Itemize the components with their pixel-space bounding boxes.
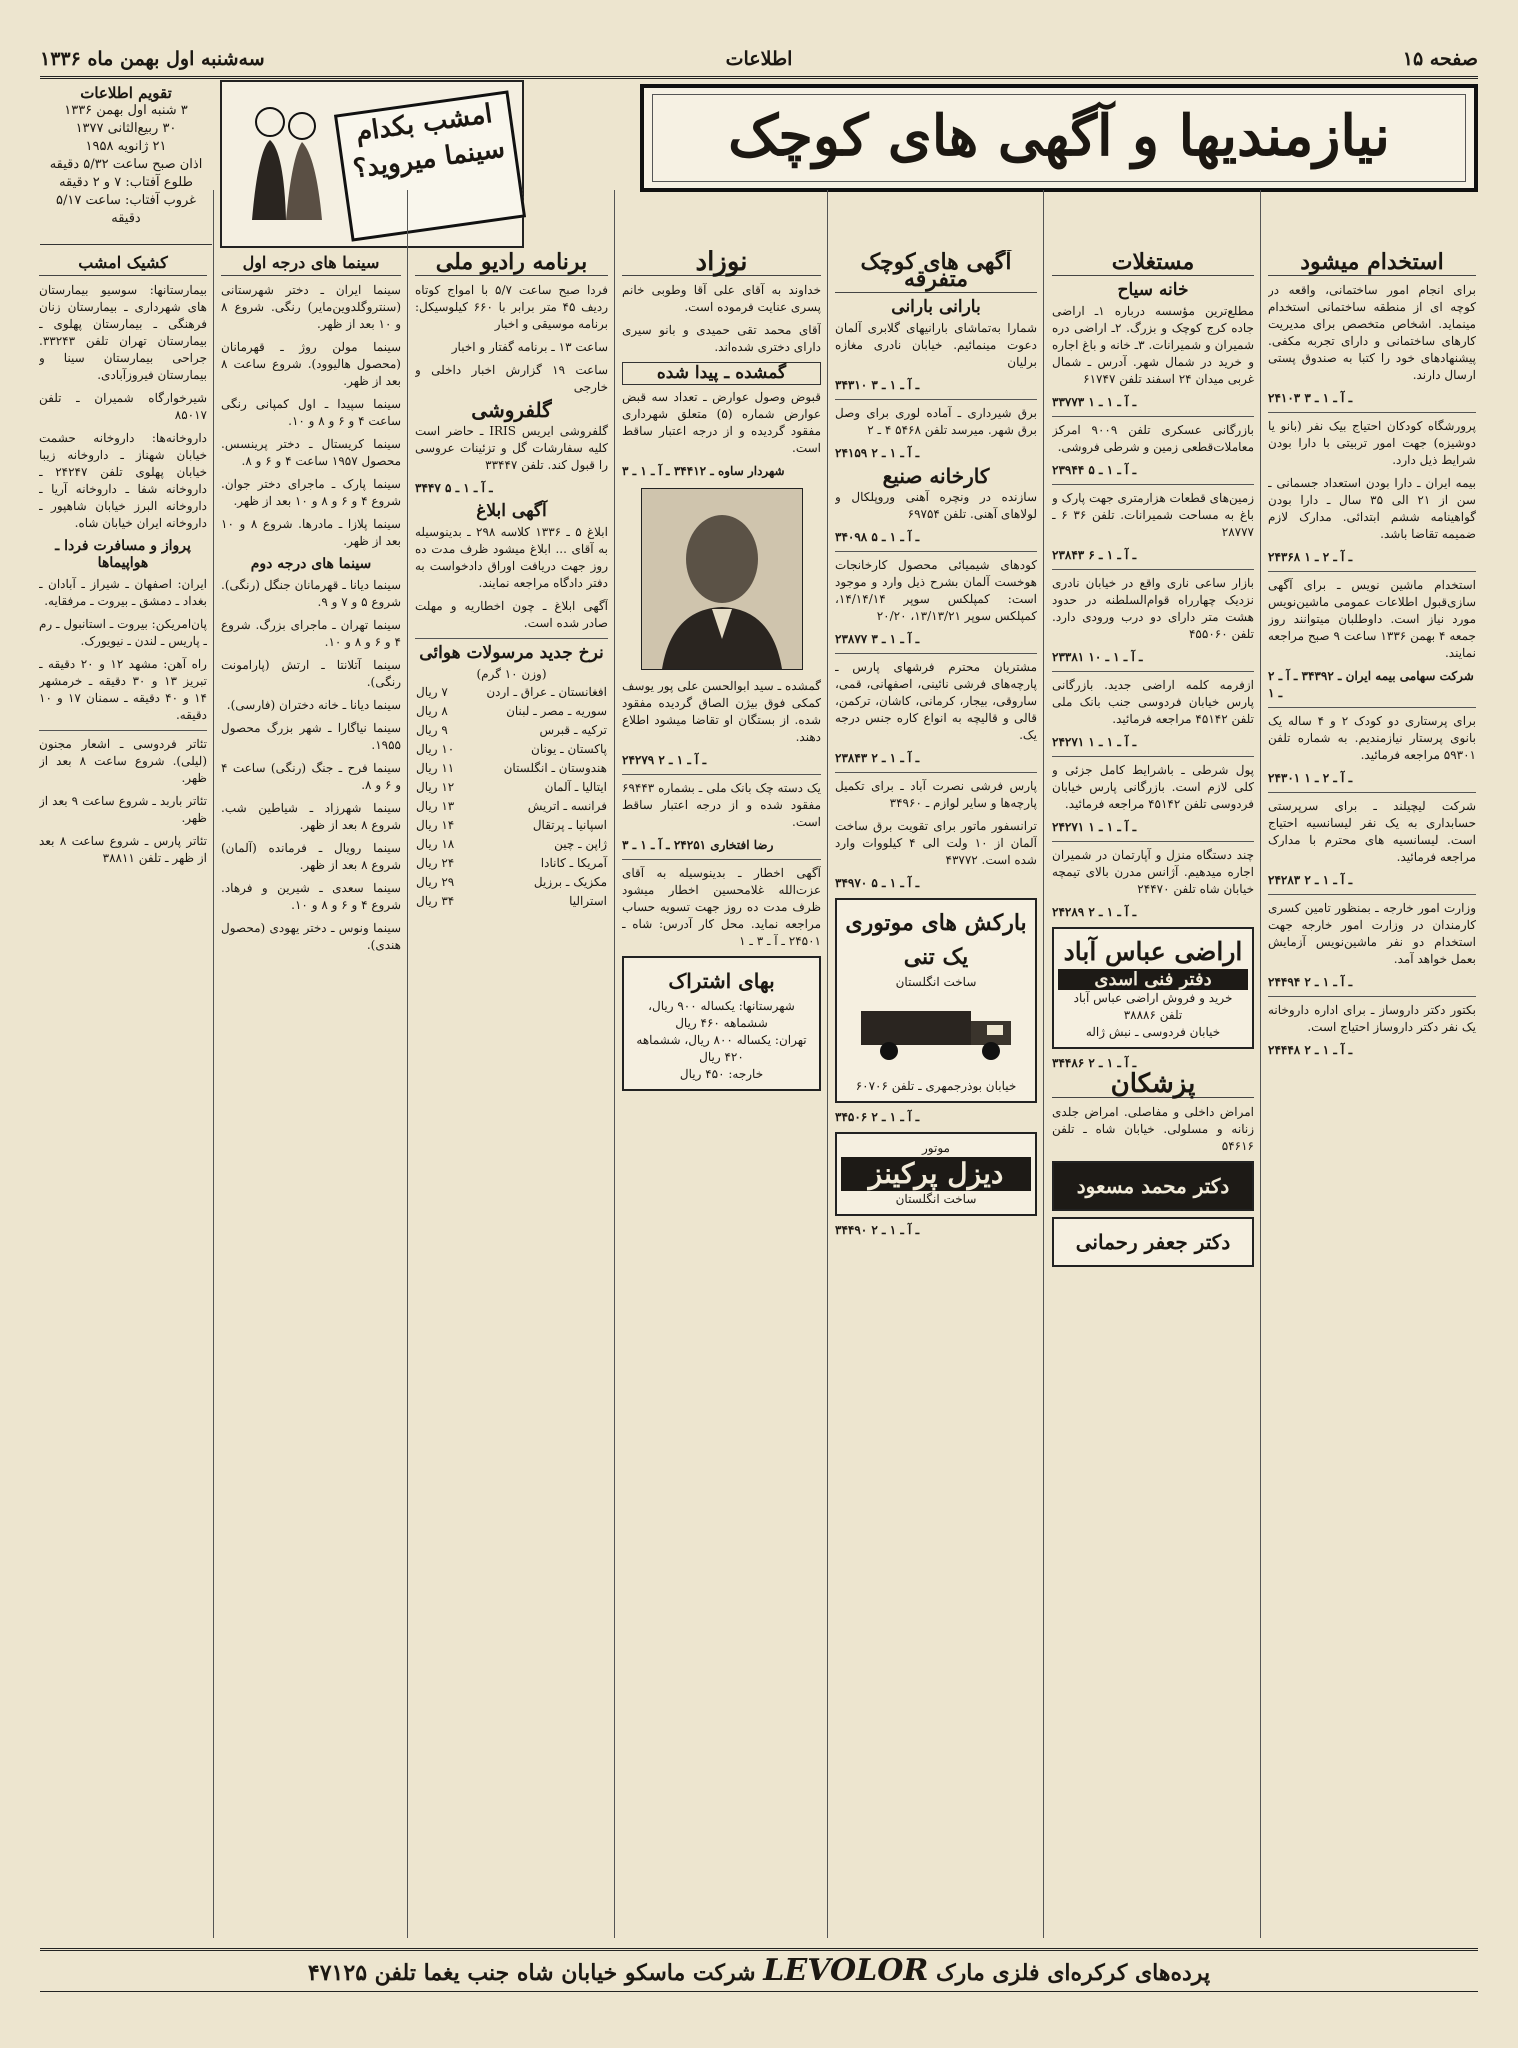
rate-price: ۹ ریال bbox=[416, 723, 448, 737]
ad-code: ۳۴۴۹۰ ـ آ ـ ۱ ـ ۲ bbox=[835, 1223, 920, 1237]
duty-heading: کشیک امشب bbox=[39, 254, 207, 276]
ad-item: ساعت ۱۳ ـ برنامه گفتار و اخبار bbox=[451, 340, 608, 354]
subscription-heading: بهای اشتراک bbox=[668, 969, 775, 993]
rate-destination: مکزیک ـ برزیل bbox=[533, 875, 607, 889]
rates-subheading: (وزن ۱۰ گرم) bbox=[476, 667, 547, 681]
rate-destination: ژاپن ـ چین bbox=[554, 837, 607, 851]
ad-item: چند دستگاه منزل و آپارتمان در شمیران اجاره میدهیم. آژانس مدرن بالای تیمچه خیابان شاه تلفن ۲۴۴۷۰ bbox=[1052, 848, 1254, 896]
page-number: صفحه ۱۵ bbox=[1402, 48, 1478, 70]
rate-row bbox=[415, 816, 608, 835]
cinema-listing: سینما رویال ـ فرمانده (آلمان) شروع ۸ بعد از ظهر. bbox=[221, 841, 401, 872]
issue-date: سه‌شنبه اول بهمن ماه ۱۳۳۶ bbox=[40, 48, 265, 70]
ad-item: راه آهن: مشهد ۱۲ و ۲۰ دقیقه ـ تبریز ۱۳ و ۳۰ دقیقه ـ خرمشهر ۱۴ و ۴۰ دقیقه ـ سمنان ۱۷ و ۱۰ دقیقه. bbox=[39, 657, 207, 722]
footer-text-after: شرکت ماسکو خیابان شاه جنب یغما تلفن ۴۷۱۲۵ bbox=[307, 1960, 756, 1986]
rate-destination: استرالیا bbox=[569, 894, 607, 908]
subscription-line: خارجه: ۴۵۰ ریال bbox=[679, 1067, 764, 1081]
rate-destination: ترکیه ـ قبرس bbox=[539, 723, 607, 737]
radio-heading: برنامه رادیو ملی bbox=[415, 254, 608, 276]
rate-destination: هندوستان ـ انگلستان bbox=[503, 761, 607, 775]
truck-title: بارکش های موتوری یک تنی bbox=[845, 910, 1027, 970]
ad-code: ۲۴۲۷۱ ـ آ ـ ۱ ـ ۱ bbox=[1052, 820, 1137, 834]
theatre-listing: تئاتر پارس ـ شروع ساعت ۸ بعد از ظهر ـ تلفن ۳۸۸۱۱ bbox=[39, 834, 207, 865]
rate-destination: آمریکا ـ کانادا bbox=[540, 856, 607, 870]
cinema-listing: سینما مولن روژ ـ قهرمانان (محصول هالیوود). شروع ساعت ۸ بعد از ظهر. bbox=[221, 340, 401, 388]
ad-item: استخدام ماشین نویس ـ برای آگهی سازی‌قبول اطلاعات عمومی ماشین‌نویس مورد نیاز است. داوطلبان میتوانند روز جمعه ۴ بهمن ۱۳۳۶ ساعت ۹ صبح مراجعه نمایند. bbox=[1268, 578, 1476, 660]
truck-ad bbox=[835, 898, 1037, 1103]
perkins-subtitle: ساخت انگلستان bbox=[895, 1192, 977, 1206]
ad-item: فردا صبح ساعت ۵/۷ با امواج کوتاه ردیف ۴۵ متر برابر با ۶۶۰ کیلوسیکل: برنامه موسیقی و اخبار bbox=[415, 283, 608, 331]
ad-code: ۳۴۰۹۸ ـ آ ـ ۱ ـ ۵ bbox=[835, 530, 920, 544]
ad-code: ۳۴۵۰۶ ـ آ ـ ۱ ـ ۲ bbox=[835, 1110, 920, 1124]
cinema-listing: سینما سپیدا ـ اول کمپانی رنگی ساعت ۴ و ۶ و ۸ و ۱۰. bbox=[221, 397, 401, 428]
box-line: تلفن ۳۸۸۸۶ bbox=[1123, 1008, 1183, 1022]
ad-item: ساعت ۱۹ گزارش اخبار داخلی و خارجی bbox=[415, 363, 608, 394]
ad-code: ۲۳۹۴۴ ـ آ ـ ۱ ـ ۵ bbox=[1052, 463, 1137, 477]
ad-item: یک دسته چک بانک ملی ـ بشماره ۶۹۴۴۳ مفقود شده و از درجه اعتبار ساقط است. bbox=[622, 781, 821, 829]
rate-destination: اسپانیا ـ پرتقال bbox=[532, 818, 607, 832]
ad-item: بیمه ایران ـ دارا بودن استعداد جسمانی ـ سن از ۲۱ الی ۳۵ سال ـ دارا بودن گواهینامه ششم ابتدائی. مدارک لازم ضمیمه تقاضا باشد. bbox=[1268, 476, 1476, 541]
column-duty-travel bbox=[39, 250, 207, 1890]
perkins-small: موتور bbox=[922, 1141, 950, 1155]
doctor-name: دکتر محمد مسعود bbox=[1076, 1174, 1230, 1198]
cinema-listing: سینما سعدی ـ شیرین و فرهاد. شروع ۴ و ۶ و ۸ و ۱۰. bbox=[221, 881, 401, 912]
rate-destination: ایتالیا ـ آلمان bbox=[544, 780, 607, 794]
calendar-title: تقویم اطلاعات bbox=[80, 84, 172, 102]
rate-row bbox=[415, 873, 608, 892]
ad-code: ۳۴۳۱۰ ـ آ ـ ۱ ـ ۳ bbox=[835, 378, 920, 392]
ad-item: مشتریان محترم فرشهای پارس ـ پارچه‌های فرشی نائینی، اصفهانی، قمی، ساروقی، بیجار، کرمانی، کاشان، ترکمن، قالی و قالیچه به انواع کاره جنس درجه یک. bbox=[835, 660, 1037, 742]
paper-name: اطلاعات bbox=[725, 48, 793, 70]
travel-heading: پرواز و مسافرت فردا ـ هواپیماها bbox=[55, 538, 191, 571]
ad-item: برق شیرداری ـ آماده لوری برای وصل برق شهر. میرسد تلفن ۵۴۶۸ ۴ ـ ۲ bbox=[835, 406, 1037, 437]
ad-item: زمین‌های قطعات هزارمتری جهت پارک و باغ به مساحت شمیرانات. تلفن ۳۶ ۶ ـ ۲۸۷۷۷ bbox=[1052, 491, 1254, 539]
missing-person-photo bbox=[641, 488, 803, 670]
doctor-name: دکتر جعفر رحمانی bbox=[1075, 1230, 1231, 1254]
cinema-listing: سینما دیانا ـ خانه دختران (فارسی). bbox=[226, 698, 401, 712]
rate-row bbox=[415, 778, 608, 797]
abbasabad-title: اراضی عباس آباد bbox=[1063, 937, 1243, 966]
cinema-listing: سینما کریستال ـ دختر پرینسس. محصول ۱۹۵۷ ساعت ۴ و ۶ و ۸. bbox=[221, 437, 401, 468]
rate-row bbox=[415, 835, 608, 854]
cinema-listing: سینما پارک ـ ماجرای دختر جوان. شروع ۴ و ۶ و ۸ و ۱۰ بعد از ظهر. bbox=[221, 477, 401, 508]
ad-item: داروخانه‌ها: داروخانه حشمت خیابان شهناز ـ داروخانه زیبا خیابان پهلوی تلفن ۲۴۲۴۷ ـ داروخانه شفا ـ داروخانه آریا ـ داروخانه البرز خیابان شاهپور ـ داروخانه ایران خیابان شاه. bbox=[39, 431, 207, 530]
rate-row bbox=[415, 740, 608, 759]
box-line: خرید و فروش اراضی عباس آباد bbox=[1073, 991, 1233, 1005]
ad-code: شرکت سهامی بیمه ایران ـ ۳۴۳۹۲ ـ آ ـ ۲ ـ ۱ bbox=[1268, 669, 1474, 700]
truck-icon bbox=[841, 997, 1031, 1067]
rate-destination: سوریه ـ مصر ـ لبنان bbox=[506, 704, 607, 718]
couple-illustration-icon bbox=[240, 100, 332, 230]
truck-phone: خیابان بوذرجمهری ـ تلفن ۶۰۷۰۶ bbox=[855, 1079, 1017, 1093]
subscription-box bbox=[622, 956, 821, 1091]
ad-code: ۲۴۲۷۹ ـ آ ـ ۱ ـ ۲ bbox=[622, 753, 707, 767]
calendar-line: طلوع آفتاب: ۷ و ۲ دقیقه bbox=[59, 175, 193, 190]
ad-item: پول شرطی ـ باشرایط کامل جزئی و کلی لازم است. بازرگانی پارس خیابان فردوسی تلفن ۴۵۱۴۲ مراجعه فرمائید. bbox=[1052, 763, 1254, 811]
ad-code: ۲۳۳۸۱ ـ آ ـ ۱ ـ ۱۰ bbox=[1052, 650, 1143, 664]
ad-item: شمارا به‌تماشای بارانیهای گلابری آلمان دعوت مینمائیم. خیابان نادری مغازه برلیان bbox=[835, 321, 1037, 369]
column-births-lost bbox=[622, 250, 821, 1890]
ad-code: ۲۳۸۷۷ ـ آ ـ ۱ ـ ۳ bbox=[835, 632, 920, 646]
column-cinemas bbox=[221, 250, 401, 1890]
cinema-listing: سینما پلازا ـ مادرها. شروع ۸ و ۱۰ بعد از ظهر. bbox=[221, 517, 401, 548]
ad-item: برای انجام امور ساختمانی، واقعه در کوچه ای از منطقه ساختمانی استخدام مینماید. اشخاص متخصص برای مدیریت کارهای ساختمانی و دارای تجربه مکفی. پیشنهادهای خود را کتبا به صندوق پستی ارسال دارند. bbox=[1268, 283, 1476, 382]
theatre-listing: تئاتر فردوسی ـ اشعار مجنون (لیلی). شروع ساعت ۸ بعد از ظهر. bbox=[39, 737, 207, 785]
ad-item: ازفرمه کلمه اراضی جدید. بازرگانی پارس خیابان فردوسی جنب بانک ملی تلفن ۴۵۱۴۲ مراجعه فرمائید. bbox=[1052, 678, 1254, 726]
doctors-heading: پزشکان bbox=[1052, 1076, 1254, 1098]
cinema-listing: سینما ایران ـ دختر شهرستانی (سنتروگلدوین‌مایر) رنگی. شروع ۸ و ۱۰ بعد از ظهر. bbox=[221, 283, 401, 331]
calendar-line: ۳۰ ربیع‌الثانی ۱۳۷۷ bbox=[75, 121, 177, 136]
calendar-line: اذان صبح ساعت ۵/۳۲ دقیقه bbox=[49, 157, 203, 172]
ad-item: ترانسفور ماتور برای تقویت برق ساخت آلمان از ۱۰ ولت الی ۴ کیلووات وارد شده است. ۴۳۷۷۲ bbox=[835, 819, 1037, 867]
cinema-ad-text: امشب بکدام سینما میروید؟ bbox=[334, 90, 526, 241]
subscription-line: تهران: یکساله ۸۰۰ ریال، ششماهه ۴۲۰ ریال bbox=[636, 1033, 807, 1064]
box-line: خیابان فردوسی ـ نبش ژاله bbox=[1085, 1025, 1221, 1039]
ad-code: ۲۴۱۵۹ ـ آ ـ ۱ ـ ۲ bbox=[835, 446, 920, 460]
cinema-listing: سینما تهران ـ ماجرای بزرگ. شروع ۴ و ۶ و ۸ و ۱۰. bbox=[221, 618, 401, 649]
rate-price: ۱۰ ریال bbox=[416, 742, 455, 756]
cinema-listing: سینما فرح ـ جنگ (رنگی) ساعت ۴ و ۶ و ۸. bbox=[221, 761, 401, 792]
notice-heading: آگهی ابلاغ bbox=[476, 501, 547, 521]
subscription-line: شهرستانها: یکساله ۹۰۰ ریال، ششماهه ۴۶۰ ریال bbox=[648, 999, 795, 1030]
ad-item: آقای محمد تقی حمیدی و بانو سیری دارای دختری شده‌اند. bbox=[622, 323, 821, 354]
rate-row bbox=[415, 892, 608, 911]
truck-subtitle: ساخت انگلستان bbox=[895, 975, 977, 989]
ad-item: پان‌امریکن: بیروت ـ استانبول ـ رم ـ پاریس ـ لندن ـ نیویورک. bbox=[39, 617, 207, 648]
ad-code: ۲۴۲۸۳ ـ آ ـ ۱ ـ ۲ bbox=[1268, 873, 1353, 887]
ad-code: ۲۴۴۴۸ ـ آ ـ ۱ ـ ۲ bbox=[1268, 1043, 1353, 1057]
column-misc bbox=[835, 250, 1037, 1890]
ad-item: ابلاغ ۵ ـ ۱۳۳۶ کلاسه ۲۹۸ ـ بدینوسیله به آقای ... ابلاغ میشود ظرف مدت ده روز جهت دریافت اوراق دادخواست به دفتر دادگاه مراجعه نمایند. bbox=[415, 525, 608, 590]
calendar-line: غروب آفتاب: ساعت ۵/۱۷ دقیقه bbox=[56, 193, 196, 226]
rate-price: ۷ ریال bbox=[416, 685, 448, 699]
cinema-listing: سینما دیانا ـ قهرمانان جنگل (رنگی). شروع ۵ و ۷ و ۹. bbox=[221, 578, 401, 609]
ad-item: کودهای شیمیائی محصول کارخانجات هوخست آلمان بشرح ذیل وارد و موجود است: کمپلکس سوپر ۱۴/۱۴/۱۴، کمپلکس سوپر ۱۳/۱۳/۲۱، ۲۰/۲۰ bbox=[835, 558, 1037, 623]
ad-item: برای پرستاری دو کودک ۲ و ۴ ساله یک بانوی پرستار نیازمندیم. به شماره تلفن ۵۹۳۰۱ مراجعه فرمائید. bbox=[1268, 714, 1476, 762]
rate-price: ۲۹ ریال bbox=[416, 875, 455, 889]
rate-row bbox=[415, 854, 608, 873]
cinema-listing: سینما شهرزاد ـ شیاطین شب. شروع ۸ بعد از ظهر. bbox=[221, 801, 401, 832]
column-radio-rates bbox=[415, 250, 608, 1890]
footer-ad bbox=[40, 1948, 1478, 1992]
ad-code: ۲۴۱۰۳ ـ آ ـ ۱ ـ ۳ bbox=[1268, 391, 1353, 405]
ad-code: ۳۴۹۷۰ ـ آ ـ ۱ ـ ۵ bbox=[835, 876, 920, 890]
ad-code: رضا افتخاری ۲۴۲۵۱ ـ آ ـ ۱ ـ ۳ bbox=[622, 838, 774, 852]
rate-price: ۳۴ ریال bbox=[416, 894, 455, 908]
ad-item: بازرگانی عسکری تلفن ۹۰۰۹ امرکز معاملات‌قطعی زمین و شرطی فروشی. bbox=[1052, 423, 1254, 454]
ad-item: خداوند به آقای علی آقا وطوبی خانم پسری عنایت فرموده است. bbox=[622, 283, 821, 314]
perkins-ad bbox=[835, 1132, 1037, 1216]
ad-code: ۲۳۸۴۳ ـ آ ـ ۱ ـ ۶ bbox=[1052, 548, 1137, 562]
footer-text-before: پرده‌های کرکره‌ای فلزی مارک bbox=[935, 1960, 1211, 1986]
rate-price: ۱۱ ریال bbox=[416, 761, 455, 775]
rate-row bbox=[415, 797, 608, 816]
rate-price: ۱۳ ریال bbox=[416, 799, 455, 813]
calendar-line: ۲۱ ژانویه ۱۹۵۸ bbox=[85, 139, 167, 154]
ad-code: ۲۴۴۹۴ ـ آ ـ ۱ ـ ۲ bbox=[1268, 975, 1353, 989]
ad-item: بکتور دکتر داروساز ـ برای اداره داروخانه یک نفر دکتر داروساز احتیاج است. bbox=[1268, 1003, 1476, 1034]
cinema-listing: سینما آتلانتا ـ ارتش (پارامونت رنگی). bbox=[221, 658, 401, 689]
florist-heading: گلفروشی bbox=[471, 398, 552, 422]
doctor-ad bbox=[1052, 1217, 1254, 1267]
cinemas-heading: سینما های درجه اول bbox=[221, 254, 401, 276]
ad-item: پرورشگاه کودکان احتیاج بیک نفر (بانو یا دوشیزه) جهت امور تربیتی با دارا بودن شرایط ذیل دارد. bbox=[1268, 419, 1476, 467]
ad-item: مطلع‌ترین مؤسسه درباره ۱ـ اراضی جاده کرج کوچک و بزرگ. ۲ـ اراضی دره شمیران و شمیرانات. ۳ـ خانه و باغ اجاره و خرید در شمال شهر. آدرس ـ شمال غربی میدان ۲۴ اسفند تلفن ۶۱۷۴۷ bbox=[1052, 304, 1254, 386]
ad-item: بازار ساعی ناری واقع در خیابان نادری نزدیک چهارراه قوام‌السلطنه در حدود هشت متر دارای دو درب ورودی دارد. تلفن ۴۵۵۰۶۰ bbox=[1052, 576, 1254, 641]
cinema-ad bbox=[220, 80, 524, 248]
ad-code: ۲۴۲۸۹ ـ آ ـ ۱ ـ ۲ bbox=[1052, 905, 1137, 919]
page-header bbox=[40, 44, 1478, 79]
employment-heading: استخدام میشود bbox=[1268, 254, 1476, 276]
ad-code: ۳۳۷۷۳ ـ آ ـ ۱ ـ ۱ bbox=[1052, 395, 1137, 409]
ad-code: شهردار ساوه ـ ۳۴۴۱۲ ـ آ ـ ۱ ـ ۳ bbox=[622, 464, 785, 478]
rate-destination: افغانستان ـ عراق ـ اردن bbox=[486, 685, 607, 699]
abbasabad-land-ad bbox=[1052, 927, 1254, 1049]
ad-code: ۳۴۴۷ ـ آ ـ ۱ ـ ۵ bbox=[415, 481, 493, 495]
person-portrait-icon bbox=[642, 489, 802, 669]
rates-heading: نرخ جدید مرسولات هوائی bbox=[419, 643, 604, 663]
ad-item: قبوض وصول عوارض ـ تعداد سه قبض عوارض شماره (۵) متعلق شهرداری مفقود گردیده و از درجه اعتبار ساقط است. bbox=[622, 390, 821, 455]
classifieds-masthead: نیازمندیها و آگهی های کوچک bbox=[640, 84, 1478, 192]
rate-price: ۸ ریال bbox=[416, 704, 448, 718]
ad-code: ۲۴۳۰۱ ـ آ ـ ۲ ـ ۱ bbox=[1268, 771, 1353, 785]
theatre-listing: تئاتر باربد ـ شروع ساعت ۹ بعد از ظهر. bbox=[39, 794, 207, 825]
ad-code: ۲۴۲۷۱ ـ آ ـ ۱ ـ ۱ bbox=[1052, 735, 1137, 749]
misc-subheading: بارانی بارانی bbox=[891, 297, 981, 317]
ad-item: شرکت لیچیلند ـ برای سرپرستی حسابداری به یک نفر لیسانسیه احتیاج است. لیسانسیه های محترم با مدارک مراجعه فرمائید. bbox=[1268, 799, 1476, 864]
column-employment bbox=[1268, 250, 1476, 1890]
ad-item: پارس فرشی نصرت آباد ـ برای تکمیل پارچه‌ها و سایر لوازم ـ ۳۴۹۶۰ bbox=[835, 779, 1037, 810]
ad-item: ایران: اصفهان ـ شیراز ـ آبادان ـ بغداد ـ دمشق ـ بیروت ـ مرفقایه. bbox=[39, 577, 207, 608]
rate-destination: فرانسه ـ اتریش bbox=[527, 799, 607, 813]
ad-code: ۳۴۴۸۶ ـ آ ـ ۱ ـ ۲ bbox=[1052, 1056, 1137, 1070]
ad-item: وزارت امور خارجه ـ بمنظور تامین کسری کارمندان در وزارت امور خارجه جهت استخدام دو نفر ماشین‌نویس آزمایش بعمل خواهد آمد. bbox=[1268, 901, 1476, 966]
rate-price: ۲۴ ریال bbox=[416, 856, 455, 870]
misc-heading: آگهی های کوچک متفرقه bbox=[835, 254, 1037, 293]
ad-item: آگهی اخطار ـ بدینوسیله به آقای عزت‌الله غلامحسین اخطار میشود ظرف مدت ده روز جهت تسویه حساب مراجعه نماید. محل کار آدرس: شاه ـ ۲۴۵۰۱ ـ آ ـ ۳ ـ ۱ bbox=[622, 866, 821, 948]
ad-code: ۲۳۸۴۳ ـ آ ـ ۱ ـ ۲ bbox=[835, 751, 920, 765]
rate-destination: پاکستان ـ یونان bbox=[531, 742, 607, 756]
ad-item: بیمارستانها: سوسیو بیمارستان های شهرداری ـ بیمارستان زنان فرهنگی ـ بیمارستان پهلوی ـ بیمارستان تهران تلفن ۳۳۲۴۳. جراحی بیمارستان سینا و بیمارستان فیروزآبادی. bbox=[39, 283, 207, 382]
calendar-line: ۳ شنبه اول بهمن ۱۳۳۶ bbox=[64, 103, 188, 118]
rate-price: ۱۴ ریال bbox=[416, 818, 455, 832]
perkins-title: دیزل پرکینز bbox=[841, 1157, 1031, 1191]
footer-brand: LEVOLOR bbox=[763, 1953, 929, 1988]
rate-row bbox=[415, 702, 608, 721]
cinema-listing: سینما نیاگارا ـ شهر بزرگ محصول ۱۹۵۵. bbox=[221, 721, 401, 752]
misc-subheading: کارخانه صنیع bbox=[882, 464, 990, 488]
column-real-estate bbox=[1052, 250, 1254, 1890]
ad-code: ۲۴۳۶۸ ـ آ ـ ۲ ـ ۱ bbox=[1268, 550, 1353, 564]
doctor-ad bbox=[1052, 1161, 1254, 1211]
rate-price: ۱۲ ریال bbox=[416, 780, 455, 794]
real-estate-subheading: خانه سیاح bbox=[1117, 280, 1189, 300]
rate-price: ۱۸ ریال bbox=[416, 837, 455, 851]
calendar-box bbox=[40, 84, 212, 245]
ad-item: گمشده ـ سید ابوالحسن علی پور یوسف کمکی فوق بیژن الصاق گردیده مفقود شده. از بستگان او تقاضا میشود اطلاع دهند. bbox=[622, 679, 821, 744]
ad-item: امراض داخلی و مفاصلی. امراض جلدی زنانه و مسلولی. خیابان شاه ـ تلفن ۵۴۶۱۶ bbox=[1052, 1105, 1254, 1153]
rate-row bbox=[415, 721, 608, 740]
ad-item: گلفروشی ایریس IRIS ـ حاضر است کلیه سفارشات گل و تزئینات عروسی را قبول کند. تلفن ۳۳۴۴۷ bbox=[415, 424, 608, 472]
lost-found-heading: گمشده ـ پیدا شده bbox=[622, 362, 821, 385]
real-estate-heading: مستغلات bbox=[1052, 254, 1254, 276]
cinemas-subheading: سینما های درجه دوم bbox=[250, 556, 372, 572]
rate-row bbox=[415, 759, 608, 778]
air-mail-rates-table bbox=[415, 683, 608, 911]
rate-row bbox=[415, 683, 608, 702]
births-heading: نوزاد bbox=[622, 254, 821, 276]
ad-item: سازنده در ونچره آهنی وروپلکال و لولاهای آهنی. تلفن ۶۹۷۵۴ bbox=[835, 490, 1037, 521]
ad-item: شیرخوارگاه شمیران ـ تلفن ۸۵۰۱۷ bbox=[39, 391, 207, 422]
office-name: دفتر فنی اسدی bbox=[1058, 969, 1248, 990]
cinema-listing: سینما ونوس ـ دختر یهودی (محصول هندی). bbox=[221, 921, 401, 952]
ad-item: آگهی ابلاغ ـ چون اخطاریه و مهلت صادر شده است. bbox=[415, 599, 608, 630]
